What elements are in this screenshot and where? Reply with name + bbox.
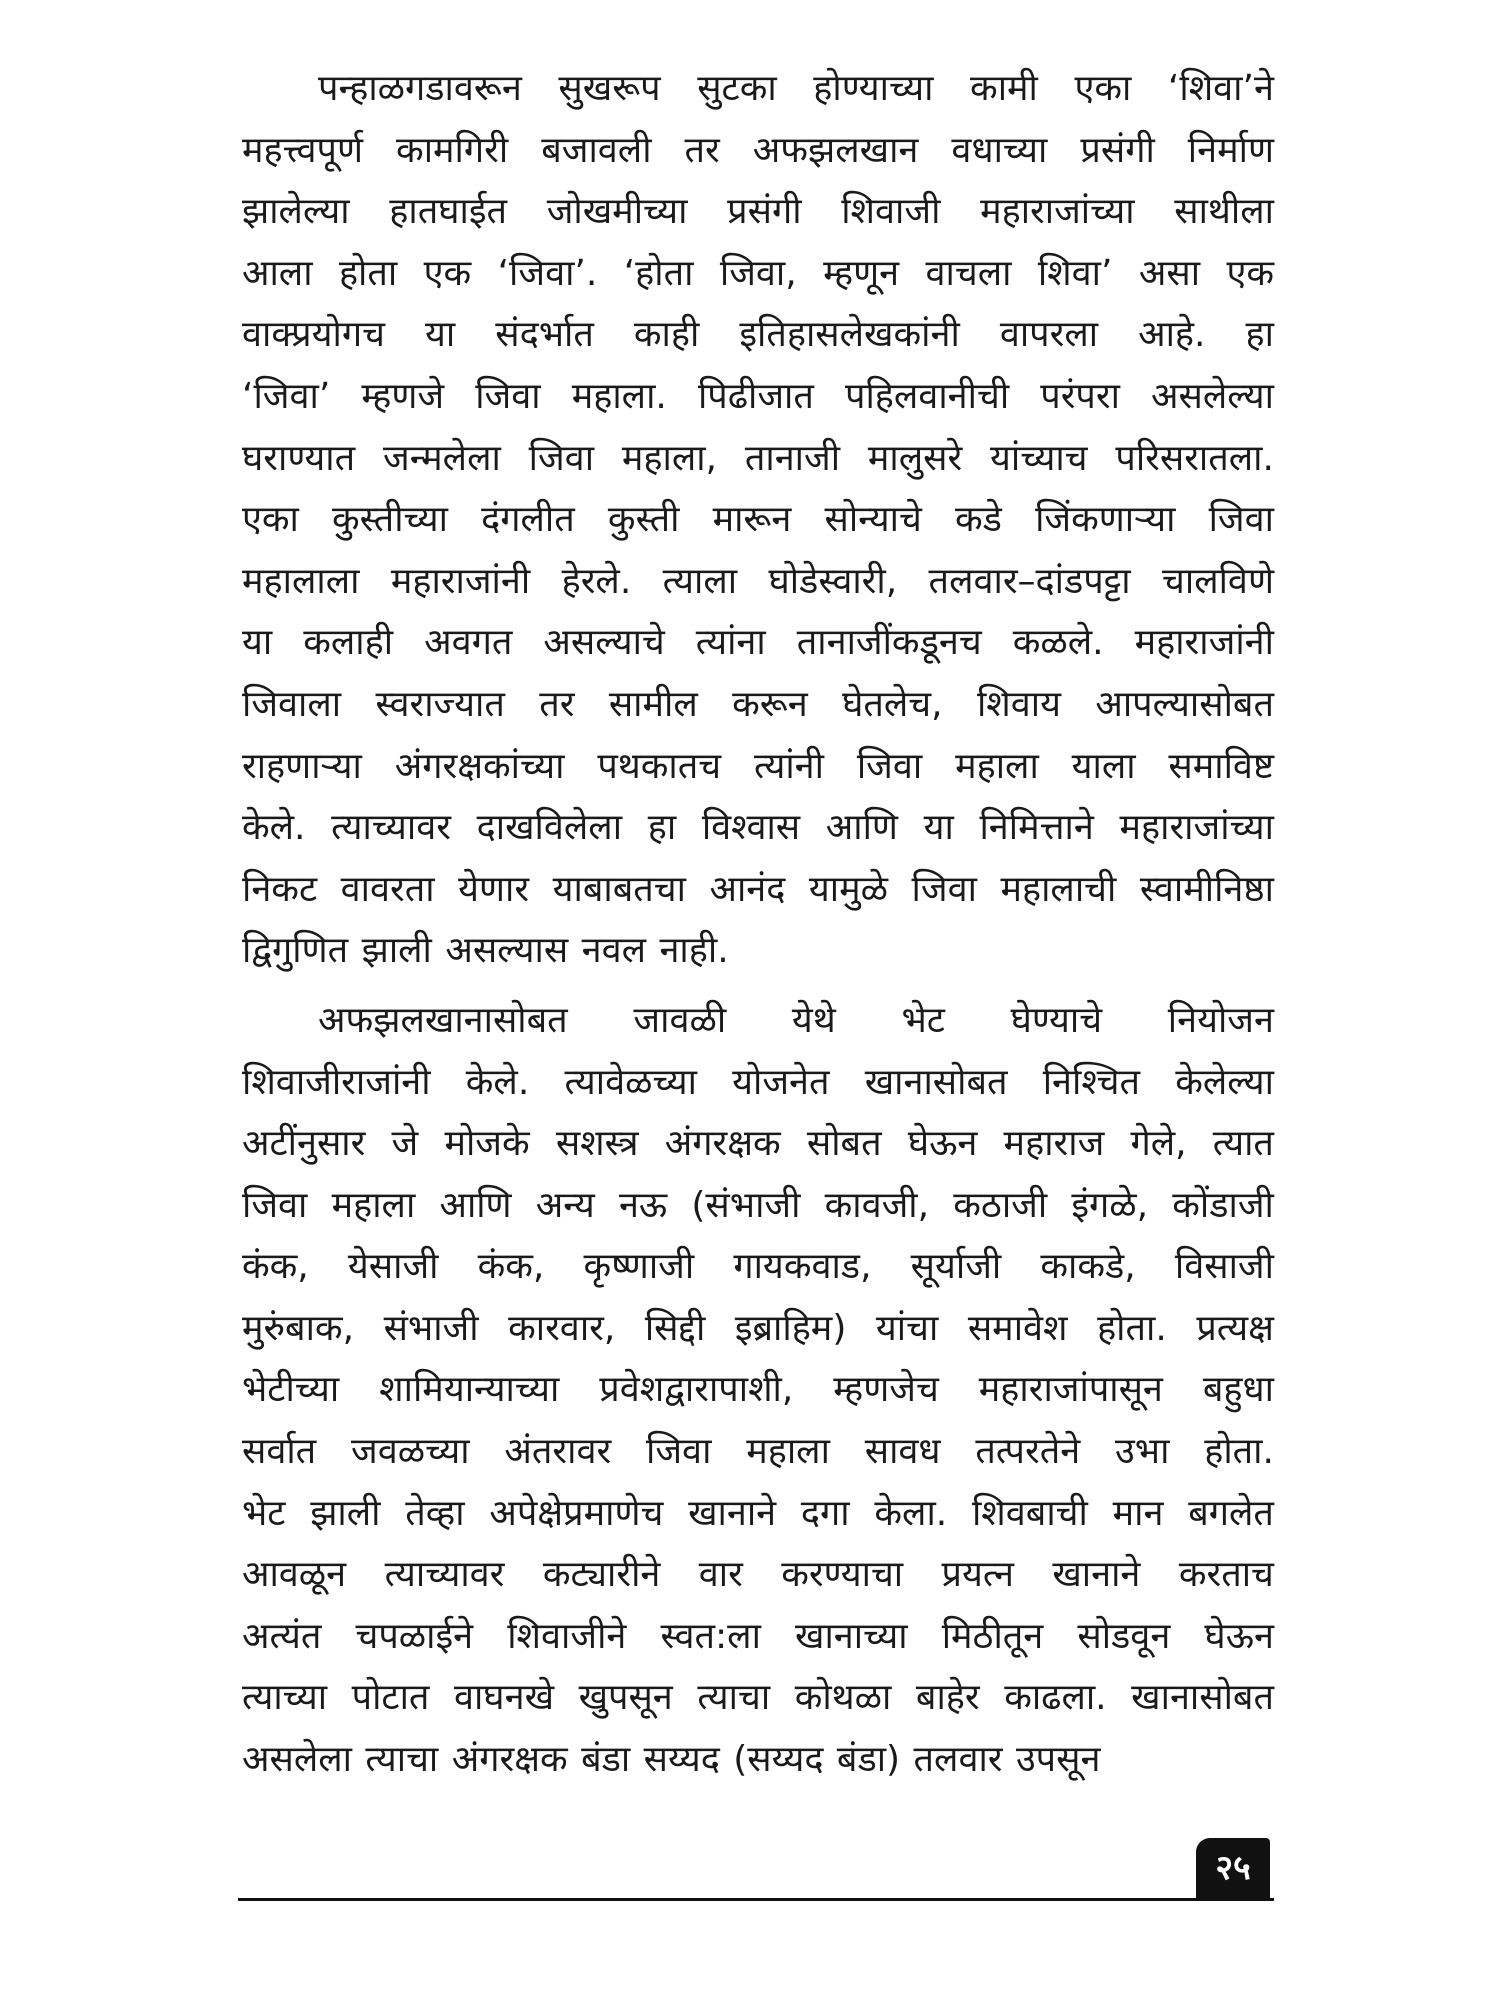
text-line: महालाला महाराजांनी हेरले. त्याला घोडेस्वारी, तलवार–दांडपट्टा चालविणे [242,560,1274,602]
text-line: कंक, येसाजी कंक, कृष्णाजी गायकवाड, सूर्याजी काकडे, विसाजी [242,1246,1274,1288]
text-line: आला होता एक ‘जिवा’. ‘होता जिवा, म्हणून वाचला शिवा’ असा एक [242,252,1274,294]
text-line: सर्वात जवळच्या अंतरावर जिवा महाला सावध तत्परतेने उभा होता. [242,1431,1274,1473]
text-line: असलेला त्याचा अंगरक्षक बंडा सय्यद (सय्यद बंडा) तलवार उपसून [242,1739,1101,1781]
text-line: त्याच्या पोटात वाघनखे खुपसून त्याचा कोथळा बाहेर काढला. खानासोबत [242,1677,1274,1719]
text-line: केले. त्याच्यावर दाखविलेला हा विश्वास आणि या निमित्ताने महाराजांच्या [242,807,1274,849]
text-line: अफझलखानासोबत जावळी येथे भेट घेण्याचे नियोजन [318,999,1274,1041]
text-line: निकट वावरता येणार याबाबतचा आनंद यामुळे जिवा महालाची स्वामीनिष्ठा [242,868,1274,910]
text-line: जिवाला स्वराज्यात तर सामील करून घेतलेच, शिवाय आपल्यासोबत [242,683,1274,725]
text-line: जिवा महाला आणि अन्य नऊ (संभाजी कावजी, कठाजी इंगळे, कोंडाजी [242,1184,1274,1226]
text-line: झालेल्या हातघाईत जोखमीच्या प्रसंगी शिवाजी महाराजांच्या साथीला [242,191,1274,233]
page-number: २५ [1196,1838,1270,1898]
text-line: ‘जिवा’ म्हणजे जिवा महाला. पिढीजात पहिलवानीची परंपरा असलेल्या [242,375,1274,417]
text-line: आवळून त्याच्यावर कट्यारीने वार करण्याचा प्रयत्न खानाने करताच [242,1554,1274,1596]
text-line: महत्त्वपूर्ण कामगिरी बजावली तर अफझलखान वधाच्या प्रसंगी निर्माण [242,129,1274,171]
text-line: एका कुस्तीच्या दंगलीत कुस्ती मारून सोन्याचे कडे जिंकणाऱ्या जिवा [242,499,1274,541]
paragraph [242,58,1274,982]
body-text [242,58,1274,1791]
paragraph [242,990,1274,1791]
text-line: अत्यंत चपळाईने शिवाजीने स्वत:ला खानाच्या मिठीतून सोडवून घेऊन [242,1615,1274,1657]
text-line: पन्हाळगडावरून सुखरूप सुटका होण्याच्या कामी एका ‘शिवा’ने [318,68,1274,109]
text-line: भेटीच्या शामियान्याच्या प्रवेशद्वारापाशी, म्हणजेच महाराजांपासून बहुधा [242,1369,1274,1411]
text-line: अटींनुसार जे मोजके सशस्त्र अंगरक्षक सोबत घेऊन महाराज गेले, त्यात [242,1123,1274,1165]
text-line: भेट झाली तेव्हा अपेक्षेप्रमाणेच खानाने दगा केला. शिवबाची मान बगलेत [242,1492,1274,1534]
text-line: शिवाजीराजांनी केले. त्यावेळच्या योजनेत खानासोबत निश्चित केलेल्या [242,1061,1274,1103]
text-line: द्विगुणित झाली असल्यास नवल नाही. [242,930,729,972]
text-line: वाक्प्रयोगच या संदर्भात काही इतिहासलेखकांनी वापरला आहे. हा [242,314,1274,356]
footer-rule [238,1898,1274,1901]
text-line: राहणाऱ्या अंगरक्षकांच्या पथकातच त्यांनी जिवा महाला याला समाविष्ट [242,745,1274,787]
paragraph-gap [242,982,1274,990]
text-line: मुरुंबाक, संभाजी कारवार, सिद्दी इब्राहिम) यांचा समावेश होता. प्रत्यक्ष [242,1307,1274,1349]
text-line: घराण्यात जन्मलेला जिवा महाला, तानाजी मालुसरे यांच्याच परिसरातला. [242,437,1274,479]
text-line: या कलाही अवगत असल्याचे त्यांना तानाजींकडूनच कळले. महाराजांनी [242,622,1274,664]
